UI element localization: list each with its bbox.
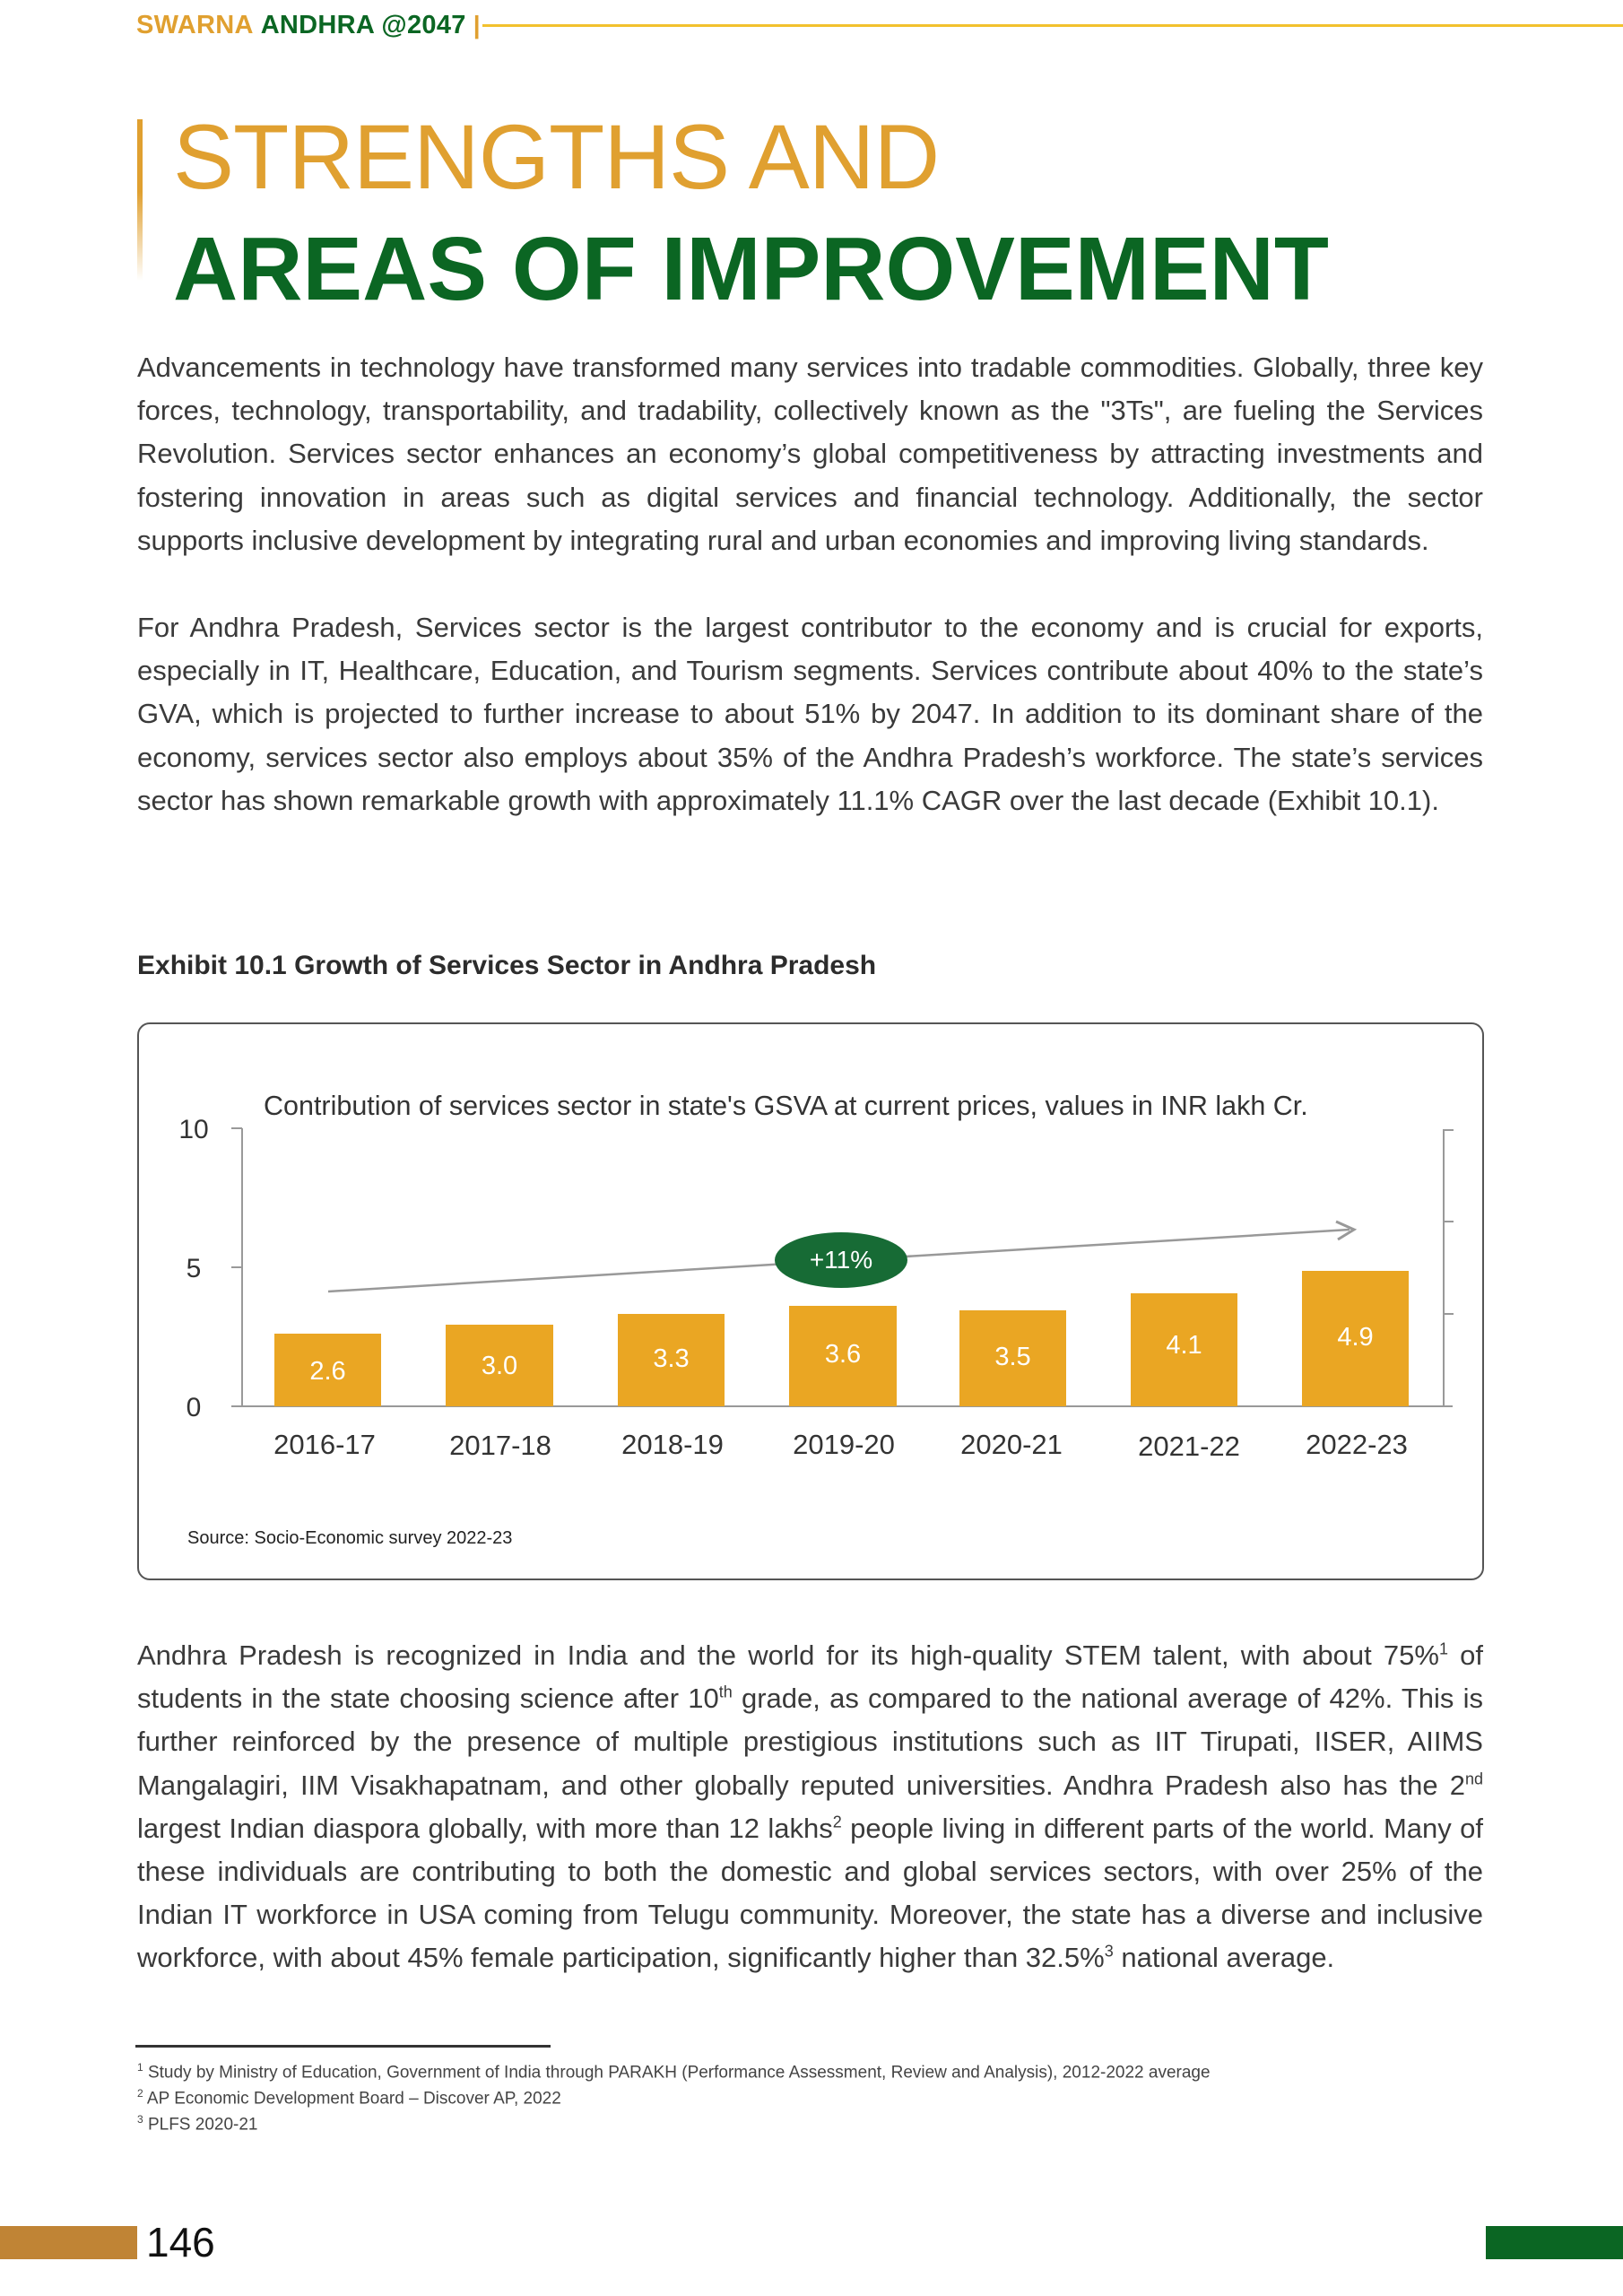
bar-value-label: 4.1 — [1166, 1331, 1202, 1360]
bar-value-label: 4.9 — [1337, 1323, 1374, 1352]
paragraph-ap-services: For Andhra Pradesh, Services sector is the largest contributor to the economy and is crucial for exports, especially in IT, Healthcare, Education, and Tourism segments. Services contribute about 40% to the state’s GVA, which is projected to further increase to about 51% by 2047. In addition to its dominant share of the economy, services sector also employs about 35% of the Andhra Pradesh’s workforce. The state’s services sector has shown remarkable growth with approximately 11.1% CAGR over the last decade (Exhibit 10.1). — [137, 612, 1483, 816]
text-run: of students in the state choosing science after 10 — [137, 1639, 1484, 1715]
footnote-ref-3: 3 — [1104, 1943, 1114, 1961]
footnote-number: 2 — [137, 2087, 143, 2100]
footnote-divider — [135, 2045, 551, 2048]
bar-2017-18 — [446, 1325, 553, 1406]
footnote-text: Study by Ministry of Education, Government of India through PARAKH (Performance Assessment, Review and Analysis), 2012-2022 average — [143, 2063, 1211, 2083]
footnote-2 — [137, 2087, 561, 2109]
footnote-number: 3 — [137, 2113, 143, 2126]
text-run: people living in different parts of the world. Many of these individuals are contributing to both the domestic and global services sectors, with over 25% of the Indian IT workforce in USA coming from Telugu community. Moreover, the state has a diverse and inclusive workforce, with about 45% female participation, significantly higher than 32.5% — [137, 1812, 1483, 1974]
paragraph-intro: Advancements in technology have transformed many services into tradable commodities. Globally, three key forces, technology, transportability, and tradability, collectively known as the "3Ts", are fueling the Services Revolution. Services sector enhances an economy’s global competitiveness by attracting investments and fostering innovation in areas such as digital services and financial technology. Additionally, the sector supports inclusive development by integrating rural and urban economies and improving living standards. — [137, 352, 1483, 556]
footnote-number: 1 — [137, 2061, 143, 2074]
x-label-2016-17: 2016-17 — [273, 1429, 376, 1460]
x-label-2020-21: 2020-21 — [960, 1429, 1063, 1460]
bar-2021-22 — [1131, 1293, 1237, 1406]
page-number: 146 — [146, 2219, 215, 2266]
bar-2022-23 — [1302, 1271, 1409, 1406]
footer-gold-bar — [0, 2226, 137, 2259]
growth-badge: +11% — [775, 1232, 907, 1288]
bar-value-label: 3.3 — [653, 1344, 690, 1373]
ordinal-suffix: nd — [1464, 1770, 1483, 1788]
header-separator: | — [473, 11, 481, 39]
y-tick-label-5: 5 — [186, 1254, 202, 1283]
brand-swarna: SWARNA — [136, 10, 254, 39]
y-tick-label-10: 10 — [178, 1115, 209, 1144]
footer-green-bar — [1486, 2226, 1623, 2259]
ordinal-suffix: th — [718, 1683, 733, 1701]
brand-andhra-2047: ANDHRA @2047 — [260, 10, 466, 39]
x-label-2018-19: 2018-19 — [621, 1429, 724, 1460]
footnote-3 — [137, 2113, 258, 2135]
bar-value-label: 2.6 — [309, 1357, 346, 1386]
footnote-text: AP Economic Development Board – Discover AP, 2022 — [143, 2089, 561, 2109]
footnote-1 — [137, 2061, 1211, 2083]
chart-source: Source: Socio-Economic survey 2022-23 — [187, 1528, 513, 1548]
page-title-line2: AREAS OF IMPROVEMENT — [173, 219, 1329, 319]
text-run: largest Indian diaspora globally, with more than 12 lakhs — [137, 1812, 833, 1844]
page-title-line1: STRENGTHS AND — [173, 106, 940, 208]
footnote-ref-2: 2 — [832, 1813, 842, 1831]
x-label-2017-18: 2017-18 — [449, 1430, 551, 1461]
x-label-2021-22: 2021-22 — [1138, 1431, 1240, 1462]
bar-value-label: 3.0 — [481, 1352, 518, 1380]
bar-2016-17 — [274, 1334, 381, 1406]
x-label-2022-23: 2022-23 — [1306, 1429, 1408, 1460]
paragraph-stem-talent — [137, 1634, 1483, 1980]
text-run: Andhra Pradesh is recognized in India and the world for its high-quality STEM talent, with about 75% — [137, 1639, 1439, 1671]
bar-value-label: 3.6 — [824, 1340, 862, 1369]
x-label-2019-20: 2019-20 — [793, 1429, 895, 1460]
bar-2020-21 — [959, 1310, 1066, 1406]
text-run: national average. — [1113, 1942, 1335, 1974]
exhibit-title: Exhibit 10.1 Growth of Services Sector in Andhra Pradesh — [137, 951, 877, 980]
footnote-text: PLFS 2020-21 — [143, 2115, 258, 2135]
bar-2018-19 — [618, 1314, 725, 1406]
bar-value-label: 3.5 — [994, 1343, 1031, 1371]
chart-title: Contribution of services sector in state's GSVA at current prices, values in INR lakh Cr. — [264, 1091, 1308, 1121]
bar-2019-20 — [789, 1306, 897, 1406]
y-tick-label-0: 0 — [186, 1393, 202, 1422]
footnote-ref-1: 1 — [1438, 1639, 1448, 1658]
text-run: grade, as compared to the national average of 42%. This is further reinforced by the presence of multiple prestigious institutions such as IIT Tirupati, IISER, AIIMS Mangalagiri, IIM Visakhapatnam, and other globally reputed universities. Andhra Pradesh also has the 2 — [137, 1683, 1483, 1801]
